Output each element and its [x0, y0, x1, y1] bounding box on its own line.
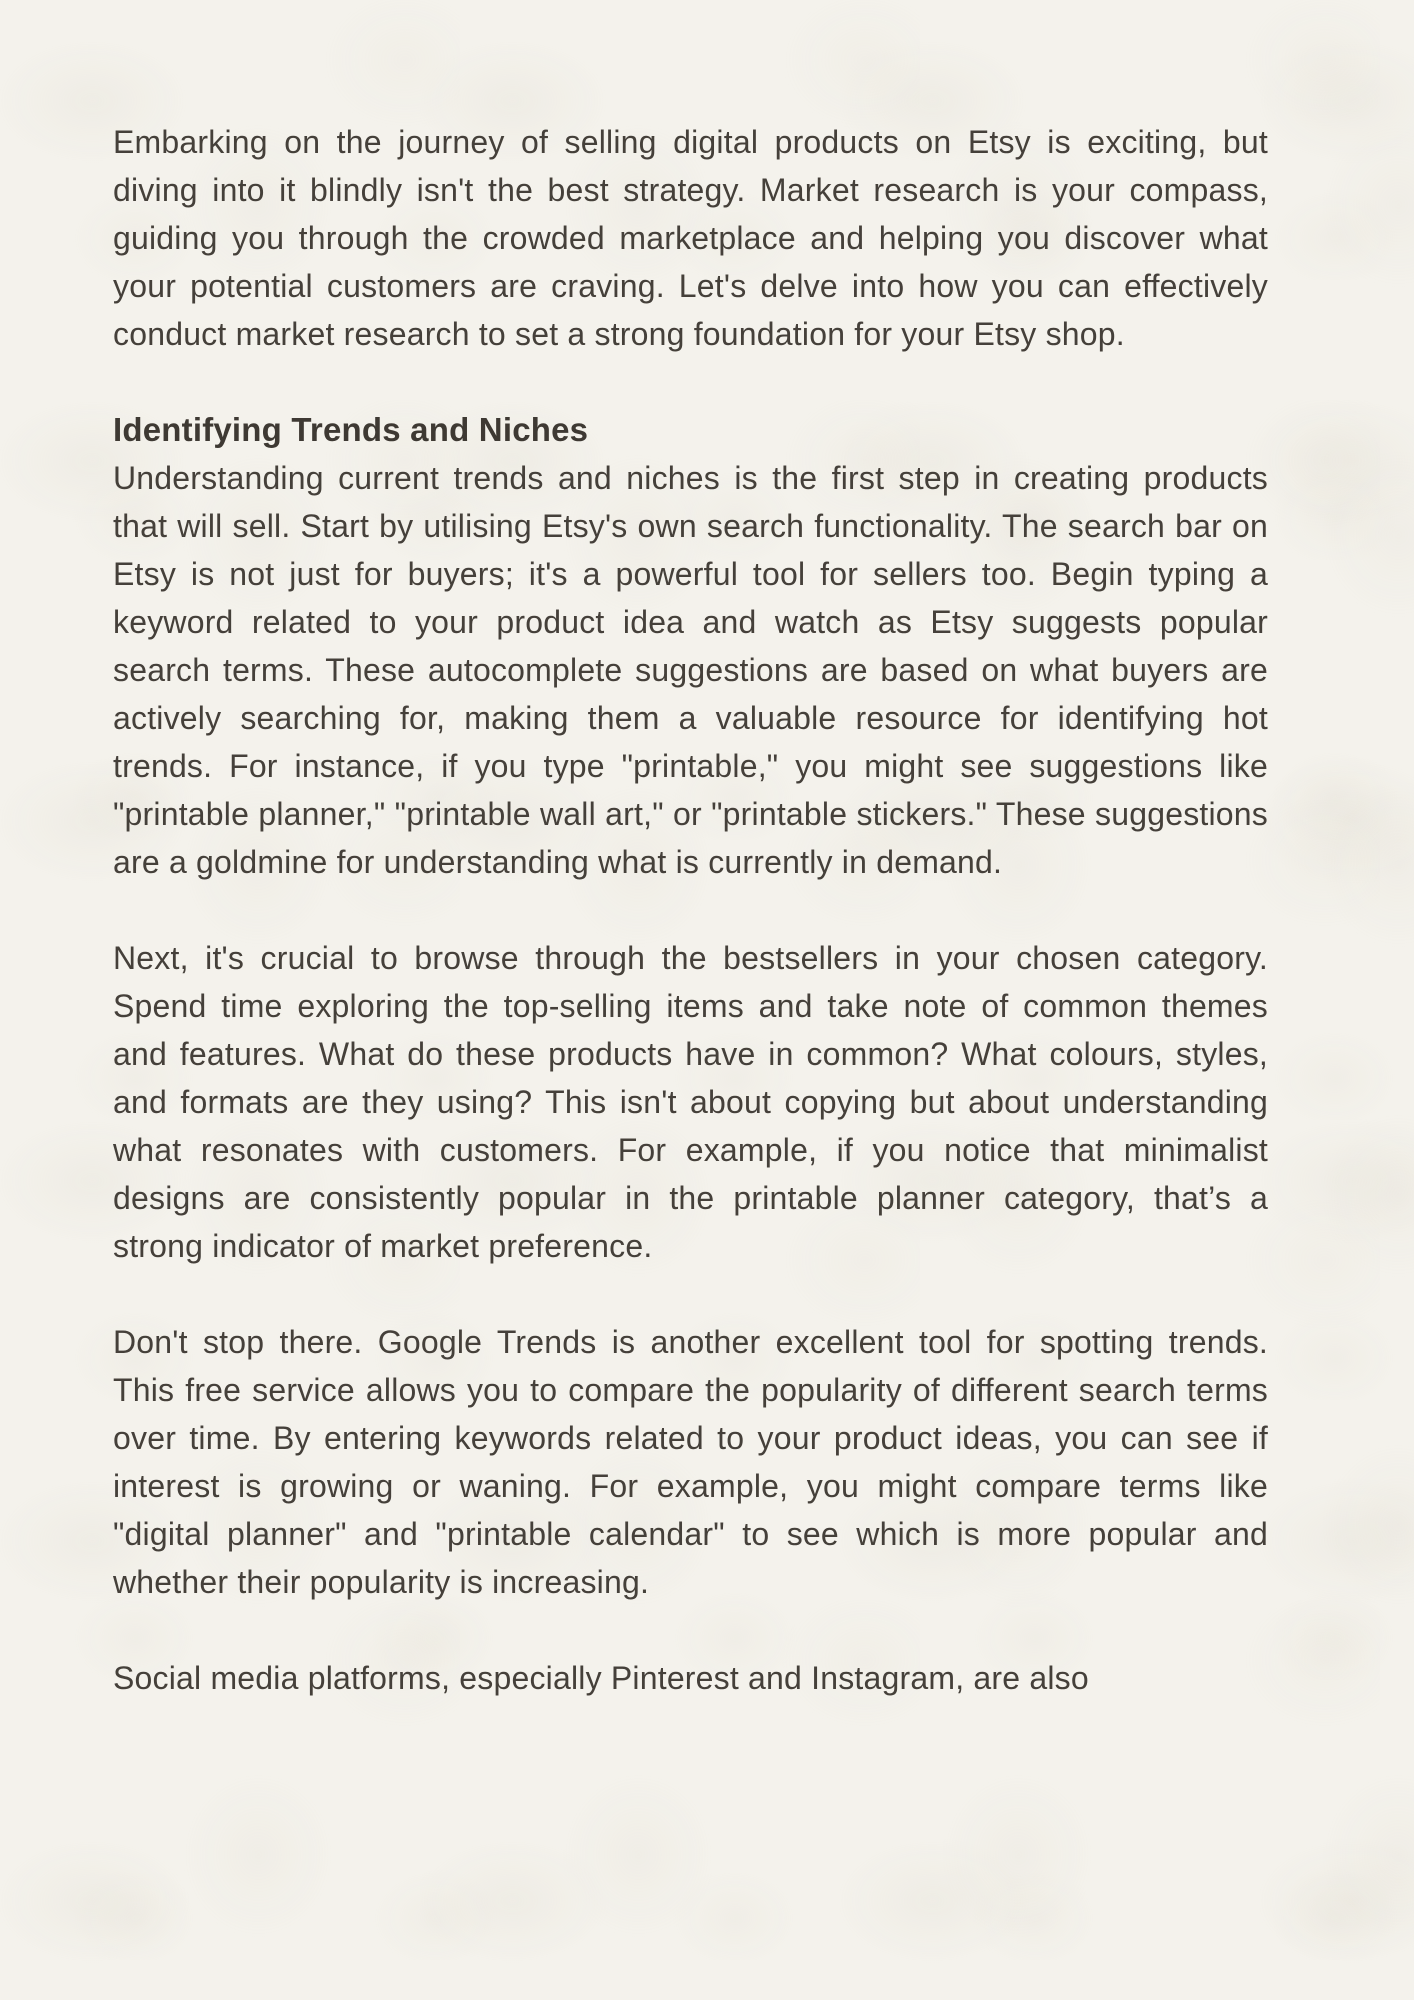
section-heading: Identifying Trends and Niches — [113, 411, 589, 448]
intro-paragraph: Embarking on the journey of selling digital products on Etsy is exciting, but diving into it blindly isn't the best strategy. Market research is your compass, guiding you through the crowded marketplace and helping you discover what your potential customers are craving. Let's delve into how you can effectively conduct market research to set a strong foundation for your Etsy shop. — [113, 124, 1268, 352]
trends-and-niches-paragraph: Understanding current trends and niches is the first step in creating products that will sell. Start by utilising Etsy's own search functionality. The search bar on Etsy is not just for buyers; it's a powerful tool for sellers too. Begin typing a keyword related to your product idea and watch as Etsy suggests popular search terms. These autocomplete suggestions are based on what buyers are actively searching for, making them a valuable resource for identifying hot trends. For instance, if you type "printable," you might see suggestions like "printable planner," "printable wall art," or "printable stickers." These suggestions are a goldmine for understanding what is currently in demand. — [113, 460, 1268, 880]
bestsellers-paragraph: Next, it's crucial to browse through the bestsellers in your chosen category. Spend time exploring the top-selling items and take note of common themes and features. What do these products have in common? What colours, styles, and formats are they using? This isn't about copying but about understanding what resonates with customers. For example, if you notice that minimalist designs are consistently popular in the printable planner category, that’s a strong indicator of market preference. — [113, 940, 1268, 1264]
google-trends-paragraph: Don't stop there. Google Trends is another excellent tool for spotting trends. This free service allows you to compare the popularity of different search terms over time. By entering keywords related to your product ideas, you can see if interest is growing or waning. For example, you might compare terms like "digital planner" and "printable calendar" to see which is more popular and whether their popularity is increasing. — [113, 1324, 1268, 1600]
social-media-paragraph: Social media platforms, especially Pinterest and Instagram, are also — [113, 1660, 1089, 1696]
